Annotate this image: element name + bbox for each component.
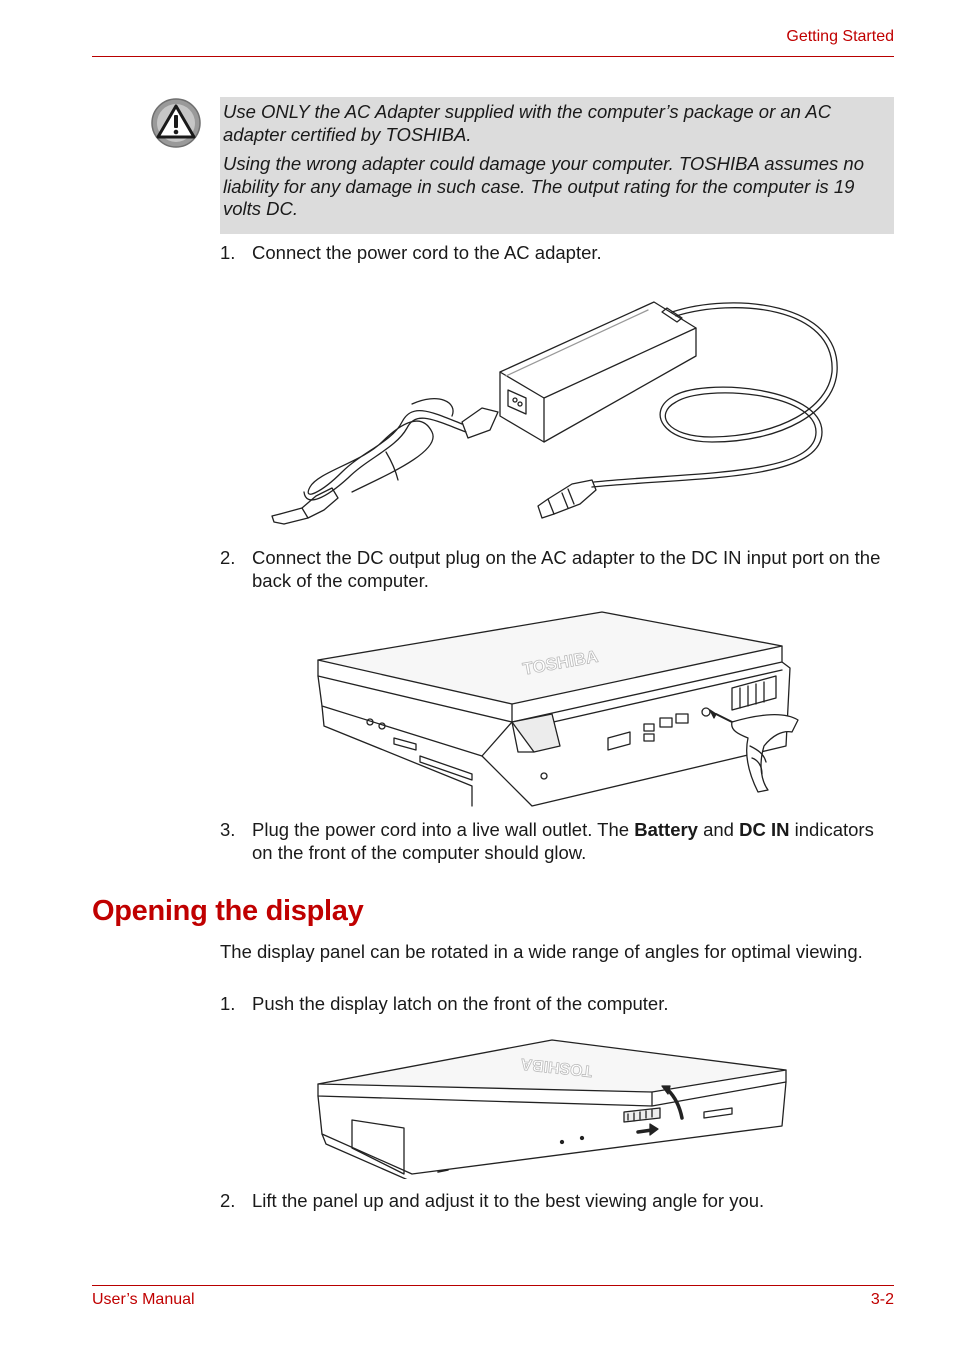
caution-text-2: Using the wrong adapter could damage your computer. TOSHIBA assumes no liability for any damage in such case. The output rating for the computer is 19 volts DC. [223,153,864,219]
footer-rule [92,1285,894,1286]
step-number: 2. [220,1190,236,1211]
caution-text-1: Use ONLY the AC Adapter supplied with the computer’s package or an AC adapter certified by TOSHIBA. [223,101,832,145]
header-rule [92,56,894,57]
step-number: 1. [220,993,236,1014]
step-text: Lift the panel up and adjust it to the best viewing angle for you. [252,1190,765,1211]
step-connect-dc [220,546,894,592]
step-text-part: indicators on the front of the computer should glow. [252,819,874,863]
step-text: Connect the power cord to the AC adapter. [252,242,602,263]
caution-box [220,97,894,234]
step-plug-outlet [220,818,894,864]
step-text-part: Plug the power cord into a live wall outlet. The [252,819,635,840]
step-lift-panel [220,1189,894,1212]
toshiba-lid-logo: TOSHIBA [519,1054,594,1080]
step-number: 1. [220,242,236,263]
footer-manual-title: User’s Manual [92,1291,195,1308]
laptop-back-dcin-illustration [312,606,812,811]
ac-adapter-illustration [262,292,842,532]
step-connect-cord [220,241,894,264]
laptop-latch-illustration [312,1034,792,1179]
toshiba-lid-logo: TOSHIBA [521,646,600,679]
caution-icon [150,97,202,149]
section-intro: The display panel can be rotated in a wide range of angles for optimal viewing. [220,941,863,962]
page-number: 3-2 [870,1291,894,1308]
step-push-latch [220,992,894,1015]
running-header: Getting Started [786,28,894,45]
step-text: Push the display latch on the front of the computer. [252,993,669,1014]
step-text: Connect the DC output plug on the AC adapter to the DC IN input port on the back of the computer. [252,547,881,591]
step-text [252,818,894,864]
step-number: 2. [220,547,236,568]
dcin-indicator-term: DC IN [739,819,790,840]
battery-indicator-term: Battery [634,819,698,840]
step-text-part: and [697,819,740,840]
section-heading: Opening the display [92,895,364,927]
step-number: 3. [220,819,236,840]
